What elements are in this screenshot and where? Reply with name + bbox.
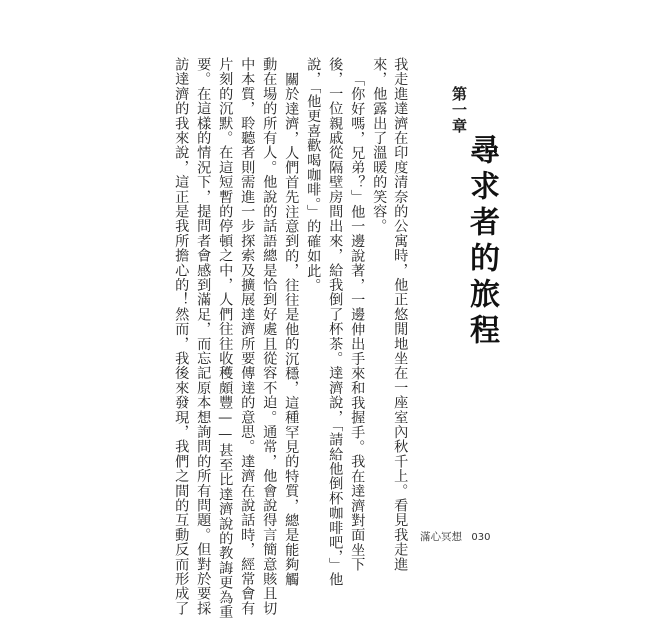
text-column: 我走進達濟在印度清奈的公寓時，他正悠閒地坐在一座室內秋千上。看見我走進 — [392, 57, 409, 572]
chapter-title: 尋求者的旅程 — [464, 134, 499, 350]
text-column: 訪達濟的我來說，這正是我所擔心的！然而，我後來發現，我們之間的互動反而形成了 — [173, 57, 190, 616]
text-column: 片刻的沉默。在這短暫的停頓之中，人們往往收穫頗豐——甚至比達濟說的教誨更為重 — [217, 57, 234, 619]
text-column: 說，「他更喜歡喝咖啡。」的確如此。 — [305, 57, 322, 293]
text-column: 要。在這樣的情況下，提問者會感到滿足，而忘記原本想詢問的所有問題。但對於要採 — [195, 57, 212, 616]
page-footer — [420, 529, 490, 544]
text-column: 動在場的所有人。他說的話語總是恰到好處且從容不迫。通常，他會說得言簡意賅且切 — [261, 57, 278, 616]
page-number: 030 — [471, 532, 491, 543]
text-column: 後，一位親戚從隔壁房間出來，給我倒了杯茶。達濟說，「請給他倒杯咖啡吧，」他 — [327, 57, 344, 587]
footer-book-title: 滿心冥想 — [420, 531, 462, 543]
text-column: 關於達濟，人們首先注意到的，往往是他的沉穩，這種罕見的特質，總是能夠觸 — [283, 72, 300, 587]
chapter-label: 第一章 — [450, 86, 468, 134]
text-column: 來，他露出了溫暖的笑容。 — [371, 57, 388, 234]
text-column: 中本質，聆聽者則需進一步探索及擴展達濟所要傳達的意思。達濟在說話時，經常會有 — [239, 57, 256, 616]
text-column: 「你好嗎，兄弟？」他一邊說著，一邊伸出手來和我握手。我在達濟對面坐下 — [349, 72, 366, 572]
